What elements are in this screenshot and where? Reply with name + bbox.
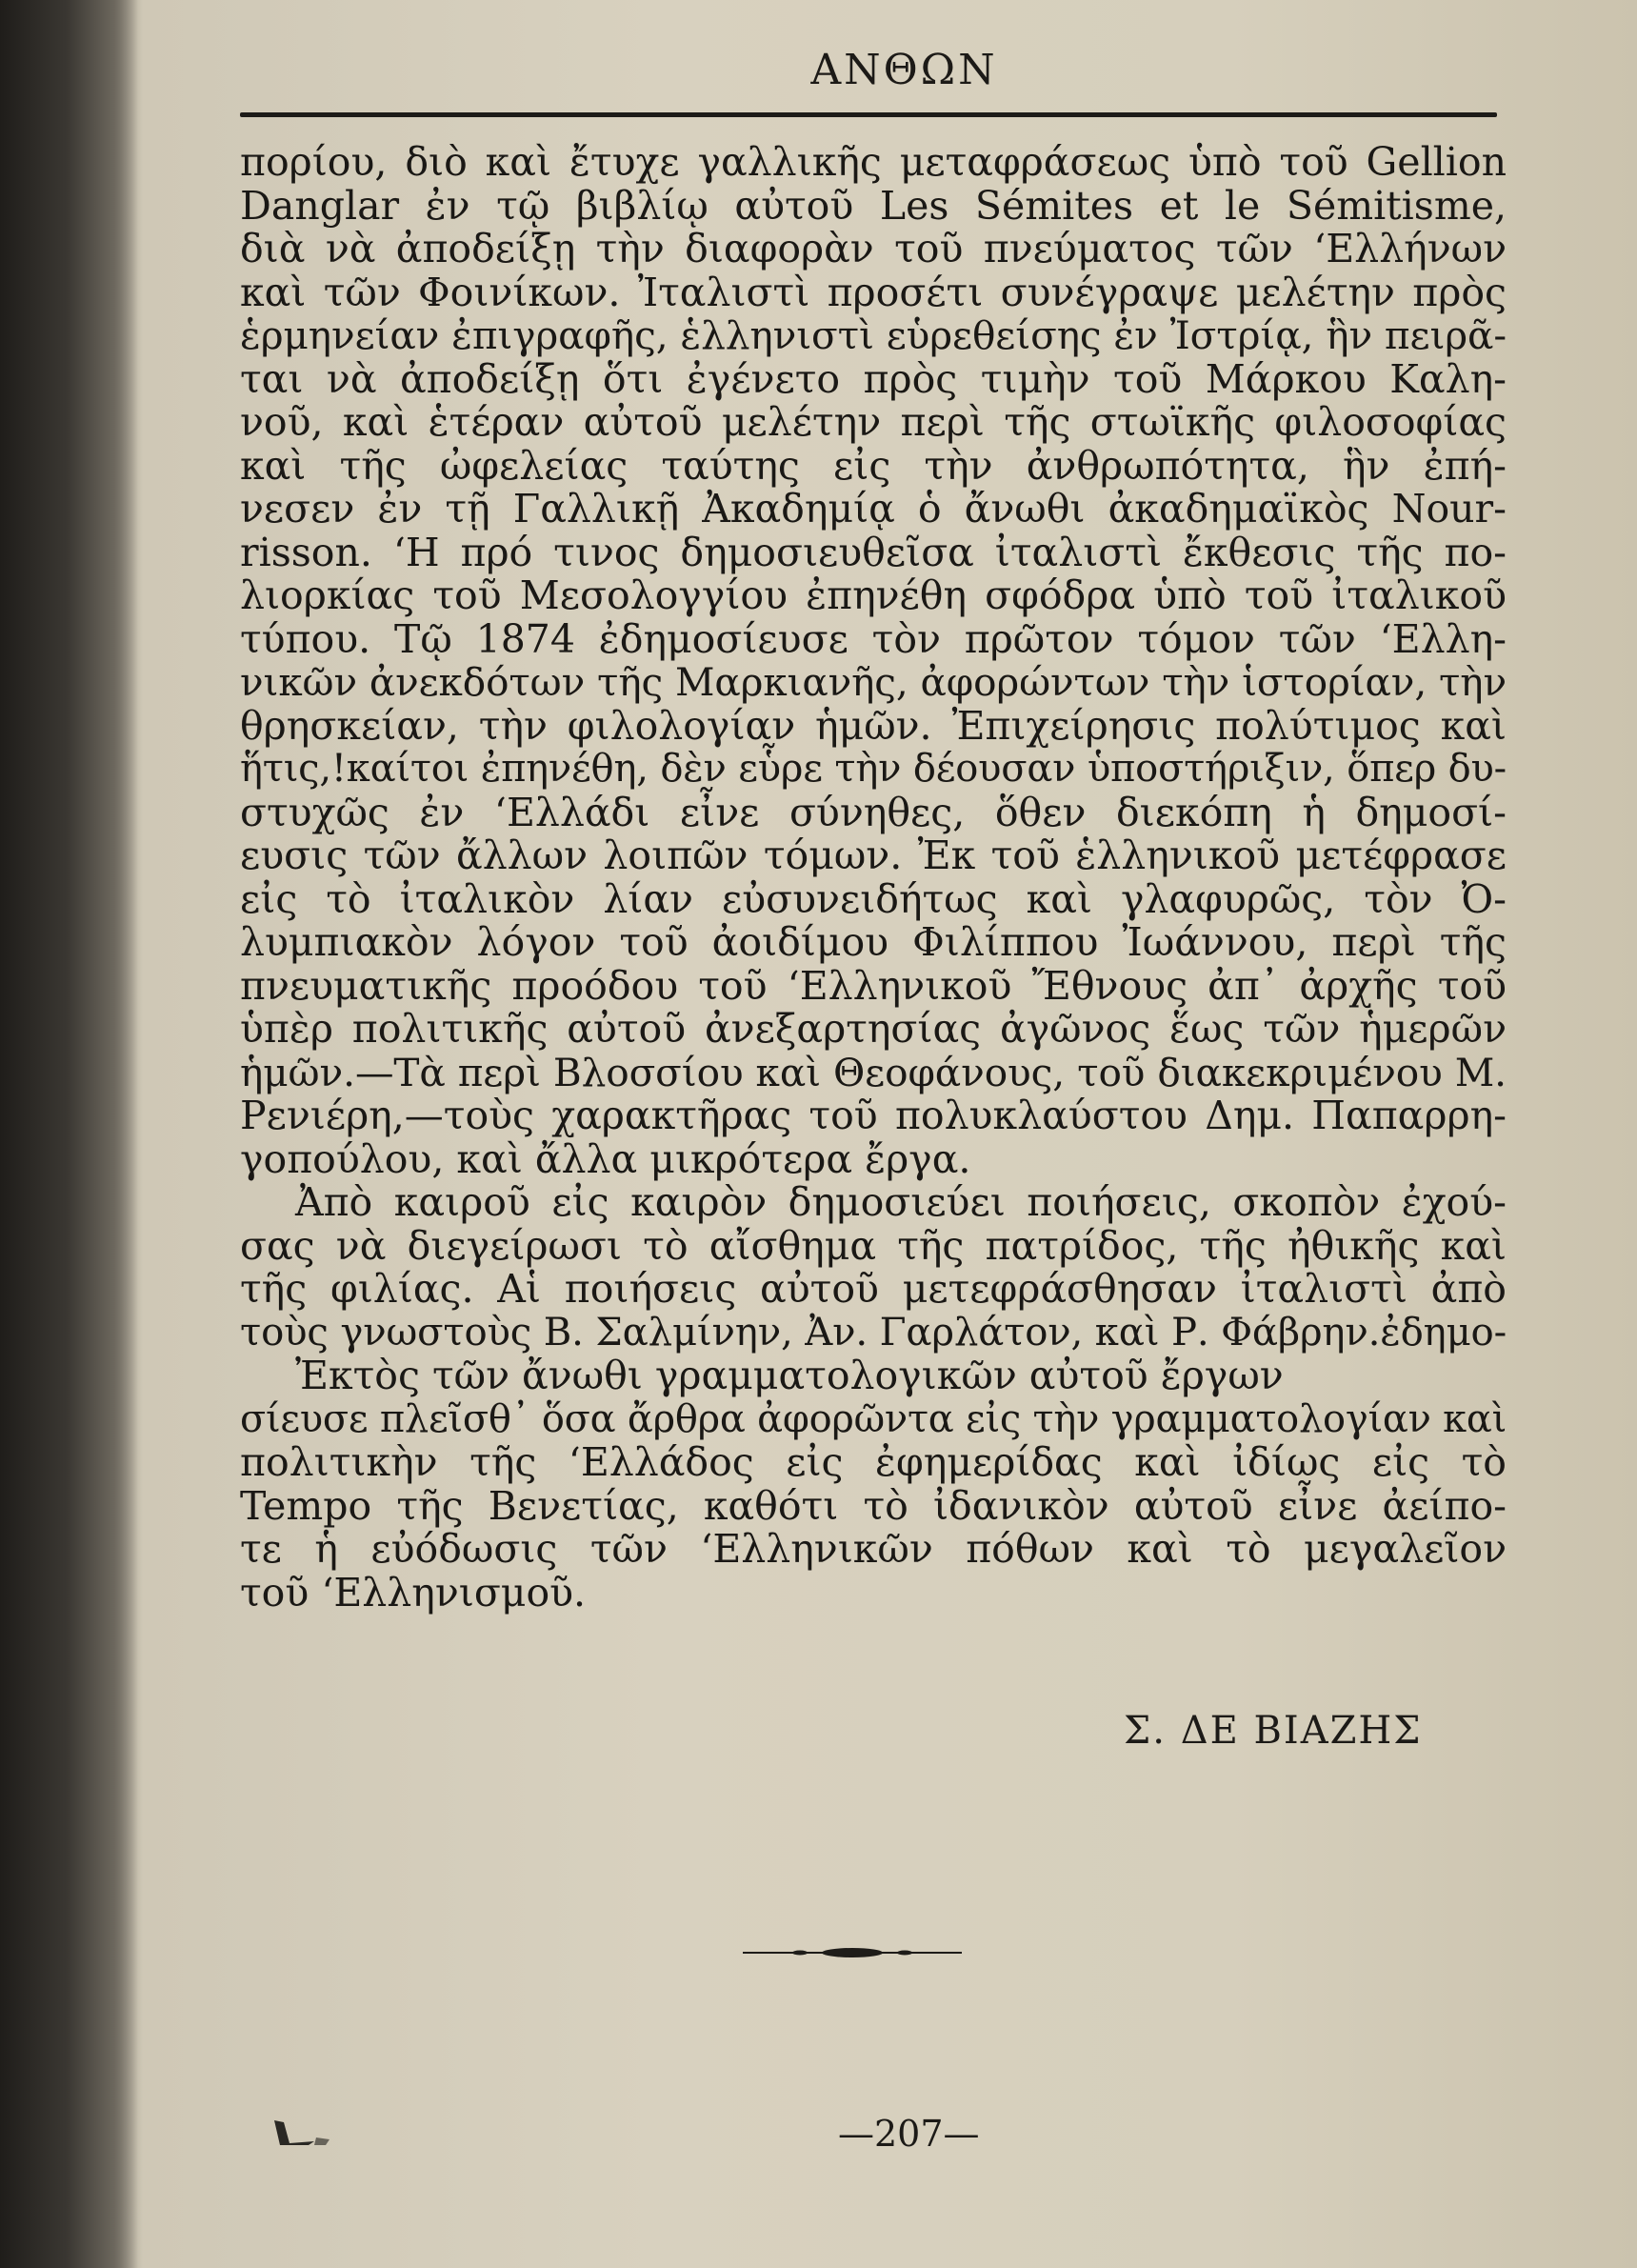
text-line: ὑπὲρ πολιτικῆς αὐτοῦ ἀνεξαρτησίας ἀγῶνος ἕως τῶν ἡμερῶν [240,1006,1507,1052]
text-line: Ἀπὸ καιροῦ εἰς καιρὸν δημοσιεύει ποιήσεις, σκοπὸν ἐχού- [295,1179,1507,1225]
text-line: νοῦ, καὶ ἑτέραν αὐτοῦ μελέτην περὶ τῆς στωϊκῆς φιλοσοφίας [240,399,1507,445]
text-line: πορίου, διὸ καὶ ἔτυχε γαλλικῆς μεταφράσεως ὑπὸ τοῦ Gellion [240,139,1507,185]
text-line: πολιτικὴν τῆς ‘Ελλάδος εἰς ἐφημερίδας καὶ ἰδίως εἰς τὸ [240,1439,1507,1485]
author-signature: Σ. ΔΕ ΒΙΑΖΗΣ [1124,1709,1423,1753]
header-rule [240,112,1497,117]
text-line: νεσεν ἐν τῇ Γαλλικῇ Ἀκαδημίᾳ ὁ ἄνωθι ἀκαδημαϊκὸς Nour- [240,486,1507,532]
text-line: τῆς φιλίας. Αἱ ποιήσεις αὐτοῦ μετεφράσθησαν ἰταλιστὶ ἀπὸ [240,1266,1507,1312]
text-line: ἑρμηνείαν ἐπιγραφῆς, ἑλληνιστὶ εὑρεθείσης ἐν Ἰστρίᾳ, ἣν πειρᾶ- [240,312,1507,358]
page-number: —207— [838,2113,980,2155]
running-header: ΑΝΘΩΝ [810,46,998,94]
text-line: risson. ‘Η πρό τινος δημοσιευθεῖσα ἰταλιστὶ ἔκθεσις τῆς πο- [240,529,1507,575]
text-line: λυμπιακὸν λόγον τοῦ ἀοιδίμου Φιλίππου Ἰωάννου, περὶ τῆς [240,919,1507,965]
text-line: Ἐκτὸς τῶν ἄνωθι γραμματολογικῶν αὐτοῦ ἔργων [295,1353,1284,1398]
text-line: πνευματικῆς προόδου τοῦ ‘Ελληνικοῦ Ἔθνους ἀπ᾽ ἀρχῆς τοῦ [240,962,1507,1009]
text-line: Danglar ἐν τῷ βιβλίῳ αὐτοῦ Les Sémites et le Sémitisme, [240,182,1507,229]
text-line: εἰς τὸ ἰταλικὸν λίαν εὐσυνειδήτως καὶ γλαφυρῶς, τὸν Ὀ- [240,875,1507,922]
text-line: τοὺς γνωστοὺς Β. Σαλμίνην, Ἀν. Γαρλάτον, καὶ Ρ. Φάβρην.ἐδημο- [240,1310,1507,1355]
text-line: καὶ τῶν Φοινίκων. Ἰταλιστὶ προσέτι συνέγραψε μελέτην πρὸς [240,269,1507,315]
text-line: διὰ νὰ ἀποδείξῃ τὴν διαφορὰν τοῦ πνεύματος τῶν ‘Ελλήνων [240,226,1507,271]
text-line: τύπου. Τῷ 1874 ἐδημοσίευσε τὸν πρῶτον τόμον τῶν ‘Ελλη- [240,615,1507,662]
text-line: ται νὰ ἀποδείξῃ ὅτι ἐγένετο πρὸς τιμὴν τοῦ Μάρκου Καλη- [240,355,1507,402]
text-line: θρησκείαν, τὴν φιλολογίαν ἡμῶν. Ἐπιχείρησις πολύτιμος καὶ [240,702,1507,749]
text-line: τοῦ ‘Ελληνισμοῦ. [240,1569,587,1616]
text-line: νικῶν ἀνεκδότων τῆς Μαρκιανῆς, ἀφορώντων τὴν ἱστορίαν, τὴν [240,659,1507,705]
text-line: γοπούλου, καὶ ἄλλα μικρότερα ἔργα. [240,1135,971,1182]
book-spine-shadow [0,0,138,2268]
text-line: λιορκίας τοῦ Μεσολογγίου ἐπηνέθη σφόδρα ὑπὸ τοῦ ἰταλικοῦ [240,572,1507,618]
text-line: Ρενιέρη,—τοὺς χαρακτῆρας τοῦ πολυκλαύστου Δημ. Παπαρρη- [240,1093,1507,1138]
text-line: σας νὰ διεγείρωσι τὸ αἴσθημα τῆς πατρίδος, τῆς ἠθικῆς καὶ [240,1222,1507,1269]
text-line: ἥτις,!καίτοι ἐπηνέθη, δὲν εὗρε τὴν δέουσαν ὑποστήριξιν, ὅπερ δυ- [240,747,1507,791]
text-line: ἡμῶν.—Τὰ περὶ Βλοσσίου καὶ Θεοφάνους, τοῦ διακεκριμένου Μ. [240,1049,1507,1095]
text-line: τε ἡ εὐόδωσις τῶν ‘Ελληνικῶν πόθων καὶ τὸ μεγαλεῖον [240,1526,1507,1572]
text-line: Tempo τῆς Βενετίας, καθότι τὸ ἰδανικὸν αὐτοῦ εἶνε ἀείπο- [240,1482,1507,1529]
ink-mark [270,2117,366,2151]
body-text [240,141,1507,1615]
text-line: στυχῶς ἐν ‘Ελλάδι εἶνε σύνηθες, ὅθεν διεκόπη ἡ δημοσί- [240,789,1507,835]
text-line: ευσις τῶν ἄλλων λοιπῶν τόμων. Ἐκ τοῦ ἑλληνικοῦ μετέφρασε [240,833,1507,878]
text-line: σίευσε πλεῖσθ᾽ ὅσα ἄρθρα ἀφορῶντα εἰς τὴν γραμματολογίαν καὶ [240,1396,1507,1441]
ornament-divider [743,1947,962,1958]
text-line: καὶ τῆς ὠφελείας ταύτης εἰς τὴν ἀνθρωπότητα, ἣν ἐπή- [240,442,1507,489]
